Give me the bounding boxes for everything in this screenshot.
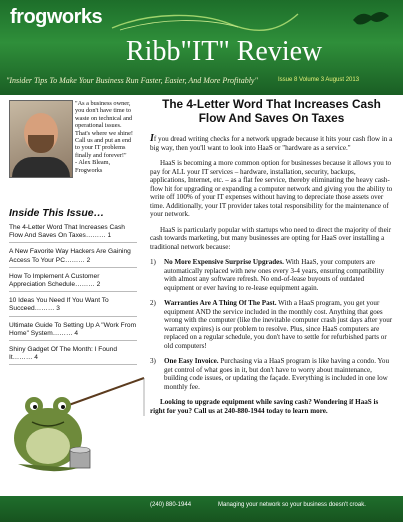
frog-silhouette-icon (351, 6, 391, 28)
quote-text: "As a business owner, you don't have time to waste on technical and operational issues. That's where we shine! Call us and put an end to your IT problems finally and forever!" (75, 100, 133, 159)
toc-item: How To Implement A Customer Appreciation Schedule……… 2 (9, 273, 137, 292)
newsletter-title: Ribb"IT" Review (126, 36, 323, 67)
footer-bar (0, 496, 403, 522)
article-paragraph: HaaS is becoming a more common option for businesses because it allows you to pay for ALL your IT services – hardware, installation, security, backups, applications, Internet, etc. – as a flat fee service, thereby eliminating the heavy cash-flow hit for upgrading or expanding a computer network and giving you the ability to write off 100% of your IT expenses without having to depreciate those assets over time. Additionally, your IT provider takes total responsibility for the maintenance of your network. (150, 159, 393, 218)
toc-item: The 4-Letter Word That Increases Cash Flow And Saves On Taxes……… 1 (9, 224, 137, 243)
toc-item: 10 Ideas You Need If You Want To Succeed……… 3 (9, 297, 137, 316)
quote-company: Frogworks (75, 166, 103, 174)
quote-author: - Alex Bleam, (75, 159, 111, 167)
toc-item: A New Favorite Way Hackers Are Gaining Access To Your PC……… 2 (9, 248, 137, 267)
frogworks-logo: frogworks (10, 6, 103, 28)
author-photo (9, 100, 73, 178)
toc-title: Inside This Issue… (9, 207, 105, 219)
numbered-point: 1) No More Expensive Surprise Upgrades. With HaaS, your computers are automatically replaced with new ones every 3-4 years, ensuring compatibility with almost any software refresh. No end-of-lease buyouts of outdated equipment or ever having to re-lease equipment again. (150, 258, 385, 292)
article-headline: The 4-Letter Word That Increases Cash Flow And Saves On Taxes (162, 97, 381, 125)
author-quote (75, 100, 137, 174)
table-of-contents (9, 224, 137, 370)
numbered-point: 2) Warranties Are A Thing Of The Past. With a HaaS program, you get your equipment AND the service included in the monthly cost. Anything that goes wrong with the computer (like the inevitable computer crash just days after your warranty expires) is our problem to resolve. Plus, since HaaS computers are replaced on a regular schedule, you don't have to settle for refurbished parts or old computers! (150, 299, 393, 350)
numbered-point: 3) One Easy Invoice. Purchasing via a HaaS program is like having a condo. You get control of what goes in it, but don't have to worry about maintenance, building code issues, or updating the façade. Everything is included in one low monthly fee. (150, 357, 390, 391)
footer-slogan: Managing your network so your business doesn't croak. (218, 502, 366, 508)
toc-item: Shiny Gadget Of The Month: I Found It……… 4 (9, 346, 137, 365)
footer-phone: (240) 880-1944 (150, 502, 192, 508)
article-paragraph: HaaS is particularly popular with startups who need to direct the majority of their cash towards marketing, but many businesses are opting for HaaS over installing a traditional network because: (150, 225, 392, 251)
call-to-action: Looking to upgrade equipment while saving cash? Wondering if HaaS is right for you? Call us at 240-880-1944 today to learn more. (150, 398, 379, 415)
article-paragraph: If you dread writing checks for a network upgrade because it hits your cash flow in a big way, then you'll want to look into HaaS or "hardware as a service." (150, 133, 393, 152)
main-article (150, 97, 393, 415)
swirl-decoration-icon (110, 10, 300, 32)
toc-item: Ultimate Guide To Setting Up A "Work From Home" System……… 4 (9, 322, 137, 341)
tagline: "Insider Tips To Make Your Business Run Faster, Easier, And More Profitably" (6, 76, 258, 85)
frog-fishing-illustration (8, 376, 146, 478)
drop-cap: I (150, 133, 154, 144)
masthead (0, 0, 403, 95)
issue-info: Issue 8 Volume 3 August 2013 (278, 77, 360, 83)
